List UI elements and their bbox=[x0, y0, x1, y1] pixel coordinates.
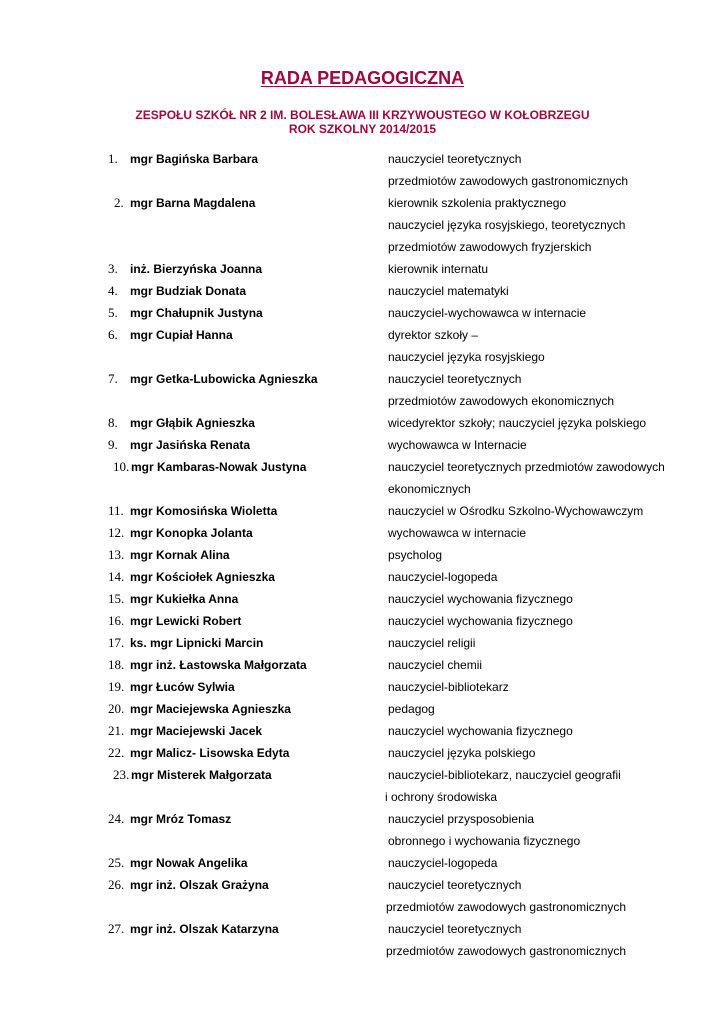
item-number: 18. bbox=[108, 657, 125, 672]
staff-role: obronnego i wychowania fizycznego bbox=[388, 834, 581, 848]
staff-name: mgr Cupiał Hanna bbox=[130, 328, 233, 342]
staff-name: mgr inż. Olszak Grażyna bbox=[130, 878, 269, 892]
item-number: 5. bbox=[108, 305, 118, 320]
staff-name: mgr Maciejewska Agnieszka bbox=[130, 702, 291, 716]
list-item bbox=[0, 435, 725, 455]
staff-role: psycholog bbox=[388, 548, 443, 562]
staff-role: nauczyciel wychowania fizycznego bbox=[388, 614, 573, 628]
item-number: 26. bbox=[108, 877, 125, 892]
staff-role: wychowawca w internacie bbox=[388, 526, 527, 540]
item-number: 22. bbox=[108, 745, 125, 760]
staff-name: mgr Lewicki Robert bbox=[130, 614, 242, 628]
staff-name: mgr Malicz- Lisowska Edyta bbox=[130, 746, 290, 760]
list-item bbox=[0, 193, 725, 213]
item-number: 3. bbox=[108, 261, 118, 276]
staff-name: mgr Getka-Lubowicka Agnieszka bbox=[130, 372, 318, 386]
item-number: 7. bbox=[108, 371, 118, 386]
list-item bbox=[0, 699, 725, 719]
staff-role: przedmiotów zawodowych ekonomicznych bbox=[388, 394, 615, 408]
staff-role: przedmiotów zawodowych gastronomicznych bbox=[388, 174, 629, 188]
list-item bbox=[0, 743, 725, 763]
list-item bbox=[0, 325, 725, 345]
staff-role: przedmiotów zawodowych fryzjerskich bbox=[388, 240, 592, 254]
item-number: 20. bbox=[108, 701, 125, 716]
staff-role: nauczyciel teoretycznych bbox=[388, 922, 522, 936]
staff-role: nauczyciel teoretycznych przedmiotów zawodowych bbox=[388, 460, 665, 474]
staff-role: nauczyciel-bibliotekarz bbox=[388, 680, 509, 694]
list-item bbox=[0, 919, 725, 939]
staff-role: nauczyciel teoretycznych bbox=[388, 372, 522, 386]
staff-name: inż. Bierzyńska Joanna bbox=[130, 262, 263, 276]
list-item-continuation bbox=[0, 479, 725, 499]
list-item bbox=[0, 523, 725, 543]
item-number: 25. bbox=[108, 855, 125, 870]
staff-name: mgr Kornak Alina bbox=[130, 548, 230, 562]
item-number: 14. bbox=[108, 569, 125, 584]
item-number: 17. bbox=[108, 635, 125, 650]
staff-role: nauczyciel matematyki bbox=[388, 284, 509, 298]
staff-name: mgr Kukiełka Anna bbox=[130, 592, 239, 606]
item-number: 16. bbox=[108, 613, 125, 628]
item-number: 1. bbox=[108, 151, 118, 166]
staff-name: mgr Maciejewski Jacek bbox=[130, 724, 263, 738]
item-number: 10. bbox=[113, 459, 130, 474]
school-name: ZESPOŁU SZKÓŁ NR 2 IM. BOLESŁAWA III KRZYWOUSTEGO W KOŁOBRZEGU bbox=[135, 108, 590, 122]
staff-role: nauczyciel religii bbox=[388, 636, 476, 650]
staff-name: mgr Konopka Jolanta bbox=[130, 526, 253, 540]
list-item bbox=[0, 413, 725, 433]
staff-role: nauczyciel przysposobienia bbox=[388, 812, 535, 826]
staff-role: nauczyciel języka polskiego bbox=[388, 746, 536, 760]
staff-name: ks. mgr Lipnicki Marcin bbox=[130, 636, 264, 650]
list-item-continuation bbox=[0, 897, 725, 917]
list-item bbox=[0, 259, 725, 279]
staff-role: nauczyciel teoretycznych bbox=[388, 152, 522, 166]
staff-role: kierownik internatu bbox=[388, 262, 489, 276]
staff-name: mgr Głąbik Agnieszka bbox=[130, 416, 255, 430]
staff-name: mgr Kościołek Agnieszka bbox=[130, 570, 275, 584]
staff-name: mgr Mróz Tomasz bbox=[130, 812, 232, 826]
staff-name: mgr inż. Olszak Katarzyna bbox=[130, 922, 279, 936]
list-item bbox=[0, 853, 725, 873]
item-number: 21. bbox=[108, 723, 125, 738]
page-title: RADA PEDAGOGICZNA bbox=[260, 68, 465, 88]
staff-role: ekonomicznych bbox=[388, 482, 471, 496]
list-item bbox=[0, 545, 725, 565]
staff-role: dyrektor szkoły – bbox=[388, 328, 479, 342]
staff-role: nauczyciel języka rosyjskiego bbox=[388, 350, 545, 364]
item-number: 15. bbox=[108, 591, 125, 606]
staff-name: mgr Komosińska Wioletta bbox=[130, 504, 278, 518]
staff-role: i ochrony środowiska bbox=[385, 790, 498, 804]
staff-name: mgr Misterek Małgorzata bbox=[131, 768, 272, 782]
list-item bbox=[0, 655, 725, 675]
item-number: 27. bbox=[108, 921, 125, 936]
list-item bbox=[0, 501, 725, 521]
list-item-continuation bbox=[0, 787, 725, 807]
staff-name: mgr Jasińska Renata bbox=[130, 438, 251, 452]
staff-role: przedmiotów zawodowych gastronomicznych bbox=[386, 944, 627, 958]
staff-name: mgr Nowak Angelika bbox=[130, 856, 248, 870]
staff-name: mgr Kambaras-Nowak Justyna bbox=[131, 460, 307, 474]
staff-role: nauczyciel wychowania fizycznego bbox=[388, 724, 573, 738]
list-item bbox=[0, 809, 725, 829]
staff-name: mgr Chałupnik Justyna bbox=[130, 306, 263, 320]
list-item bbox=[0, 303, 725, 323]
list-item-continuation bbox=[0, 391, 725, 411]
staff-role: nauczyciel w Ośrodku Szkolno-Wychowawczym bbox=[388, 504, 644, 518]
item-number: 12. bbox=[108, 525, 125, 540]
staff-role: wicedyrektor szkoły; nauczyciel języka polskiego bbox=[388, 416, 647, 430]
item-number: 11. bbox=[108, 503, 124, 518]
list-item-continuation bbox=[0, 237, 725, 257]
list-item bbox=[0, 457, 725, 477]
list-item bbox=[0, 149, 725, 169]
item-number: 2. bbox=[114, 195, 124, 210]
list-item bbox=[0, 677, 725, 697]
list-item bbox=[0, 281, 725, 301]
item-number: 8. bbox=[108, 415, 118, 430]
item-number: 23. bbox=[113, 767, 130, 782]
list-item bbox=[0, 589, 725, 609]
item-number: 6. bbox=[108, 327, 118, 342]
staff-name: mgr Budziak Donata bbox=[130, 284, 247, 298]
staff-role: kierownik szkolenia praktycznego bbox=[388, 196, 567, 210]
list-item bbox=[0, 875, 725, 895]
item-number: 19. bbox=[108, 679, 125, 694]
staff-role: wychowawca w Internacie bbox=[388, 438, 527, 452]
list-item bbox=[0, 369, 725, 389]
list-item-continuation bbox=[0, 347, 725, 367]
list-item bbox=[0, 611, 725, 631]
staff-name: mgr Bagińska Barbara bbox=[130, 152, 259, 166]
list-item bbox=[0, 721, 725, 741]
staff-role: nauczyciel wychowania fizycznego bbox=[388, 592, 573, 606]
item-number: 9. bbox=[108, 437, 118, 452]
staff-role: pedagog bbox=[388, 702, 435, 716]
staff-role: nauczyciel-logopeda bbox=[388, 570, 498, 584]
item-number: 13. bbox=[108, 547, 125, 562]
list-item bbox=[0, 633, 725, 653]
staff-name: mgr Barna Magdalena bbox=[130, 196, 256, 210]
staff-name: mgr Łuców Sylwia bbox=[130, 680, 235, 694]
item-number: 4. bbox=[108, 283, 118, 298]
list-item bbox=[0, 567, 725, 587]
list-item-continuation bbox=[0, 941, 725, 961]
staff-role: nauczyciel języka rosyjskiego, teoretycznych bbox=[388, 218, 626, 232]
list-item-continuation bbox=[0, 831, 725, 851]
school-year: ROK SZKOLNY 2014/2015 bbox=[288, 122, 437, 136]
list-item bbox=[0, 765, 725, 785]
staff-name: mgr inż. Łastowska Małgorzata bbox=[130, 658, 307, 672]
staff-role: nauczyciel chemii bbox=[388, 658, 483, 672]
item-number: 24. bbox=[108, 811, 125, 826]
staff-role: nauczyciel teoretycznych bbox=[388, 878, 522, 892]
list-item-continuation bbox=[0, 215, 725, 235]
staff-role: nauczyciel-logopeda bbox=[388, 856, 498, 870]
staff-role: przedmiotów zawodowych gastronomicznych bbox=[386, 900, 627, 914]
staff-role: nauczyciel-bibliotekarz, nauczyciel geografii bbox=[388, 768, 621, 782]
staff-role: nauczyciel-wychowawca w internacie bbox=[388, 306, 587, 320]
list-item-continuation bbox=[0, 171, 725, 191]
